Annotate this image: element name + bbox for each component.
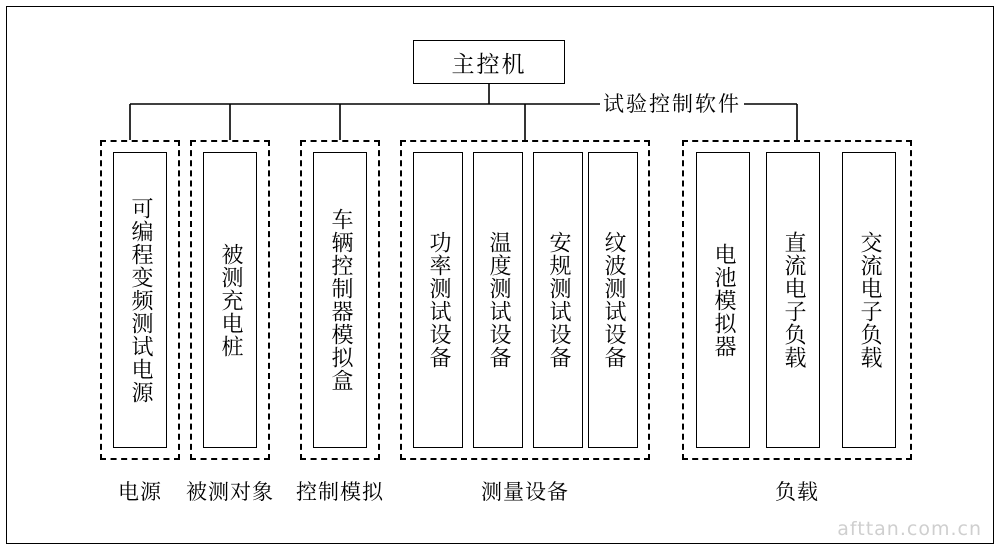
component-box[interactable] (842, 152, 896, 448)
group-label-control-simulation: 控制模拟 (296, 480, 384, 504)
component-label: 交流电子负载 (856, 231, 882, 369)
component-box[interactable] (533, 152, 583, 448)
group-label-power: 电源 (118, 480, 162, 504)
component-label: 功率测试设备 (425, 231, 451, 369)
component-box[interactable] (313, 152, 367, 448)
watermark (837, 518, 982, 540)
group-label-measurement: 测量设备 (481, 480, 569, 504)
watermark-text: afttan.com.cn (837, 518, 982, 540)
component-label: 直流电子负载 (780, 231, 806, 369)
component-label: 电池模拟器 (710, 242, 736, 358)
component-box[interactable] (588, 152, 638, 448)
component-box[interactable] (766, 152, 820, 448)
component-box[interactable] (413, 152, 463, 448)
component-label: 车辆控制器模拟盒 (327, 208, 353, 392)
component-box[interactable] (696, 152, 750, 448)
group-label-device-under-test: 被测对象 (186, 480, 274, 504)
group-label-load: 负载 (775, 480, 819, 504)
component-label: 安规测试设备 (545, 231, 571, 369)
component-label: 可编程变频测试电源 (127, 196, 153, 404)
component-box[interactable] (113, 152, 167, 448)
master-controller-label: 主控机 (451, 51, 527, 78)
component-label: 温度测试设备 (485, 231, 511, 369)
component-label: 纹波测试设备 (600, 231, 626, 369)
component-box[interactable] (203, 152, 257, 448)
component-box[interactable] (473, 152, 523, 448)
component-label: 被测充电桩 (217, 242, 243, 358)
test-control-software-label: 试验控制软件 (600, 88, 744, 118)
master-controller-box (413, 40, 565, 84)
